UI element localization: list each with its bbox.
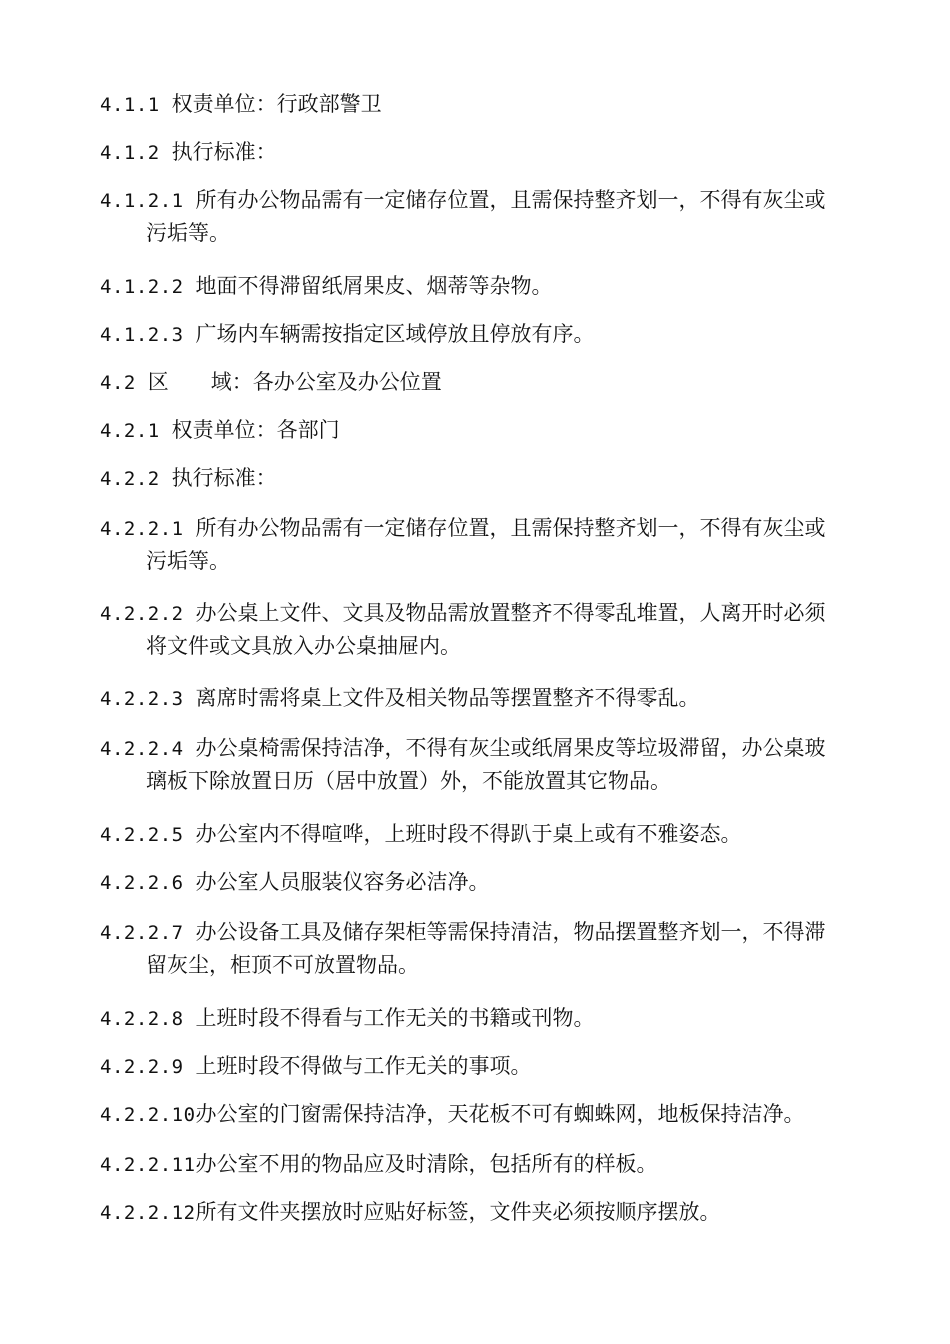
clause-text: 所有文件夹摆放时应贴好标签，文件夹必须按顺序摆放。 bbox=[195, 1200, 721, 1224]
clause-text: 广场内车辆需按指定区域停放且停放有序。 bbox=[195, 322, 595, 346]
clause-text: 办公室不用的物品应及时清除，包括所有的样板。 bbox=[195, 1152, 658, 1176]
clause-number: 4.2 bbox=[100, 372, 148, 394]
clause-number: 4.2.2.9 bbox=[100, 1056, 196, 1078]
clause-4-2-2-12 bbox=[100, 1196, 870, 1229]
clause-text: 上班时段不得做与工作无关的事项。 bbox=[195, 1054, 532, 1078]
clause-4-2-2 bbox=[100, 462, 870, 495]
clause-text: 办公桌椅需保持洁净，不得有灰尘或纸屑果皮等垃圾滞留，办公桌玻 bbox=[195, 736, 826, 760]
clause-continuation: 璃板下除放置日历（居中放置）外，不能放置其它物品。 bbox=[146, 769, 671, 793]
clause-text: 所有办公物品需有一定储存位置，且需保持整齐划一，不得有灰尘或 bbox=[195, 516, 826, 540]
clause-number: 4.2.2.3 bbox=[100, 688, 196, 710]
clause-number: 4.2.2.8 bbox=[100, 1008, 196, 1030]
clause-4-2-1 bbox=[100, 414, 870, 447]
clause-text: 区 域：各办公室及办公位置 bbox=[147, 370, 442, 394]
clause-number: 4.1.2.3 bbox=[100, 324, 196, 346]
clause-continuation: 污垢等。 bbox=[146, 549, 230, 573]
clause-text: 地面不得滞留纸屑果皮、烟蒂等杂物。 bbox=[195, 274, 553, 298]
clause-number: 4.1.2.1 bbox=[100, 190, 196, 212]
clause-text: 执行标准： bbox=[171, 140, 277, 164]
clause-4-2-2-4 bbox=[100, 732, 870, 797]
clause-4-2-2-11 bbox=[100, 1148, 870, 1181]
clause-text: 权责单位：各部门 bbox=[171, 418, 340, 442]
clause-text: 上班时段不得看与工作无关的书籍或刊物。 bbox=[195, 1006, 595, 1030]
clause-text: 执行标准： bbox=[171, 466, 277, 490]
clause-text: 所有办公物品需有一定储存位置，且需保持整齐划一，不得有灰尘或 bbox=[195, 188, 826, 212]
clause-4-2-2-2 bbox=[100, 597, 870, 662]
clause-number: 4.2.2.6 bbox=[100, 872, 196, 894]
clause-4-2-2-7 bbox=[100, 916, 870, 981]
clause-text: 办公桌上文件、文具及物品需放置整齐不得零乱堆置，人离开时必须 bbox=[195, 601, 826, 625]
clause-text: 办公设备工具及储存架柜等需保持清洁，物品摆置整齐划一，不得滞 bbox=[195, 920, 826, 944]
clause-4-2-2-5 bbox=[100, 818, 870, 851]
clause-4-1-2 bbox=[100, 136, 870, 169]
clause-text: 权责单位：行政部警卫 bbox=[171, 92, 382, 116]
clause-4-2-2-10 bbox=[100, 1098, 870, 1131]
clause-4-2 bbox=[100, 366, 870, 399]
clause-continuation: 留灰尘，柜顶不可放置物品。 bbox=[146, 953, 419, 977]
clause-number: 4.2.2.2 bbox=[100, 603, 196, 625]
clause-4-1-2-1 bbox=[100, 184, 870, 249]
clause-4-1-1 bbox=[100, 88, 870, 121]
clause-number: 4.2.2.1 bbox=[100, 518, 196, 540]
clause-4-2-2-9 bbox=[100, 1050, 870, 1083]
clause-number: 4.2.2.5 bbox=[100, 824, 196, 846]
clause-4-2-2-8 bbox=[100, 1002, 870, 1035]
clause-number: 4.2.2.11 bbox=[100, 1154, 196, 1176]
clause-4-2-2-1 bbox=[100, 512, 870, 577]
clause-number: 4.1.1 bbox=[100, 94, 172, 116]
clause-number: 4.2.2.12 bbox=[100, 1202, 196, 1224]
clause-4-1-2-2 bbox=[100, 270, 870, 303]
clause-text: 办公室人员服装仪容务必洁净。 bbox=[195, 870, 490, 894]
clause-number: 4.2.2 bbox=[100, 468, 172, 490]
clause-4-2-2-3 bbox=[100, 682, 870, 715]
clause-number: 4.1.2.2 bbox=[100, 276, 196, 298]
clause-number: 4.2.2.4 bbox=[100, 738, 196, 760]
clause-text: 办公室的门窗需保持洁净，天花板不可有蜘蛛网，地板保持洁净。 bbox=[195, 1102, 805, 1126]
clause-continuation: 将文件或文具放入办公桌抽屉内。 bbox=[146, 634, 461, 658]
clause-number: 4.2.2.10 bbox=[100, 1104, 196, 1126]
clause-number: 4.1.2 bbox=[100, 142, 172, 164]
clause-text: 离席时需将桌上文件及相关物品等摆置整齐不得零乱。 bbox=[195, 686, 700, 710]
clause-number: 4.2.1 bbox=[100, 420, 172, 442]
clause-4-1-2-3 bbox=[100, 318, 870, 351]
clause-continuation: 污垢等。 bbox=[146, 221, 230, 245]
clause-number: 4.2.2.7 bbox=[100, 922, 196, 944]
clause-4-2-2-6 bbox=[100, 866, 870, 899]
clause-text: 办公室内不得喧哗，上班时段不得趴于桌上或有不雅姿态。 bbox=[195, 822, 742, 846]
